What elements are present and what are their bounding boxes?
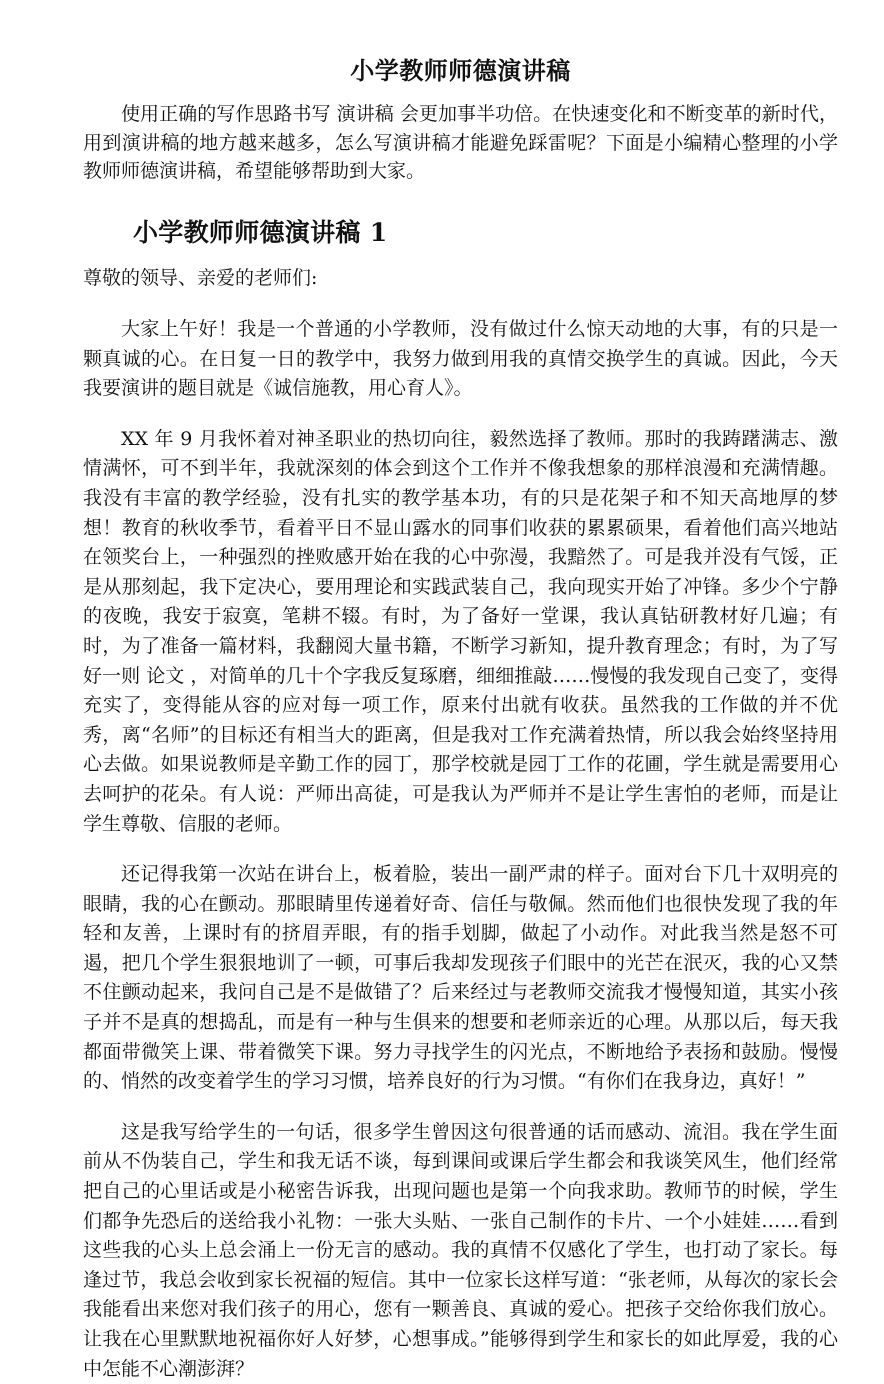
body-paragraph-1: 大家上午好！我是一个普通的小学教师，没有做过什么惊天动地的大事，有的只是一颗真诚的心。在日复一日的教学中，我努力做到用我的真情交换学生的真诚。因此，今天我要演讲的题目就是《诚信施教，用心育人》。 [83, 318, 838, 400]
body-paragraph-2: XX 年 9 月我怀着对神圣职业的热切向往，毅然选择了教师。那时的我踌躇满志、激情满怀，可不到半年，我就深刻的体会到这个工作并不像我想象的那样浪漫和充满情趣。我没有丰富的教学经验，没有扎实的教学基本功，有的只是花架子和不知天高地厚的梦想！教育的秋收季节，看着平日不显山露水的同事们收获的累累硕果，看着他们高兴地站在领奖台上，一种强烈的挫败感开始在我的心中弥漫，我黯然了。可是我并没有气馁，正是从那刻起，我下定决心，要用理论和实践武装自己，我向现实开始了冲锋。多少个宁静的夜晚，我安于寂寞，笔耕不辍。有时，为了备好一堂课，我认真钻研教材好几遍；有时，为了准备一篇材料，我翻阅大量书籍，不断学习新知，提升教育理念；有时，为了写好一则 论文 ，对简单的几十个字我反复琢磨，细细推敲……慢慢的我发现自己变了，变得充实了，变得能从容的应对每一项工作，原来付出就有收获。虽然我的工作做的并不优秀，离“名师”的目标还有相当大的距离，但是我对工作充满着热情，所以我会始终坚持用心去做。如果说教师是辛勤工作的园丁，那学校就是园丁工作的花圃，学生就是需要用心去呵护的花朵。有人说：严师出高徒，可是我认为严师并不是让学生害怕的老师，而是让学生尊敬、信服的老师。 [83, 427, 838, 835]
body-paragraph-3: 还记得我第一次站在讲台上，板着脸，装出一副严肃的样子。面对台下几十双明亮的眼睛，我的心在颤动。那眼睛里传递着好奇、信任与敬佩。然而他们也很快发现了我的年轻和友善，上课时有的挤眉弄眼，有的指手划脚，做起了小动作。对此我当然是怒不可遏，把几个学生狠狠地训了一顿，可事后我却发现孩子们眼中的光芒在泯灭，我的心又禁不住颤动起来，我问自己是不是做错了？后来经过与老教师交流我才慢慢知道，其实小孩子并不是真的想捣乱，而是有一种与生俱来的想要和老师亲近的心理。从那以后，每天我都面带微笑上课、带着微笑下课。努力寻找学生的闪光点，不断地给予表扬和鼓励。慢慢的、悄然的改变着学生的学习习惯，培养良好的行为习惯。“有你们在我身边，真好！” [83, 863, 838, 1093]
intro-paragraph: 使用正确的写作思路书写 演讲稿 会更加事半功倍。在快速变化和不断变革的新时代，用到演讲稿的地方越来越多，怎么写演讲稿才能避免踩雷呢？下面是小编精心整理的小学教师师德演讲稿，希望能够帮助到大家。 [83, 103, 838, 182]
page-title: 小学教师师德演讲稿 [350, 56, 571, 85]
document-content [83, 0, 838, 1384]
salutation-line: 尊敬的领导、亲爱的老师们: [83, 266, 318, 289]
body-paragraph-4: 这是我写给学生的一句话，很多学生曾因这句很普通的话而感动、流泪。我在学生面前从不伪装自己，学生和我无话不谈，每到课间或课后学生都会和我谈笑风生，他们经常把自己的心里话或是小秘密告诉我，出现问题也是第一个向我求助。教师节的时候，学生们都争先恐后的送给我小礼物：一张大头贴、一张自己制作的卡片、一个小娃娃……看到这些我的心头上总会涌上一份无言的感动。我的真情不仅感化了学生，也打动了家长。每逢过节，我总会收到家长祝福的短信。其中一位家长这样写道：“张老师，从每次的家长会我能看出来您对我们孩子的用心，您有一颗善良、真诚的爱心。把孩子交给你我们放心。让我在心里默默地祝福你好人好梦，心想事成。”能够得到学生和家长的如此厚爱，我的心中怎能不心潮澎湃？ [83, 1120, 838, 1380]
section-heading: 小学教师师德演讲稿 1 [133, 217, 388, 247]
